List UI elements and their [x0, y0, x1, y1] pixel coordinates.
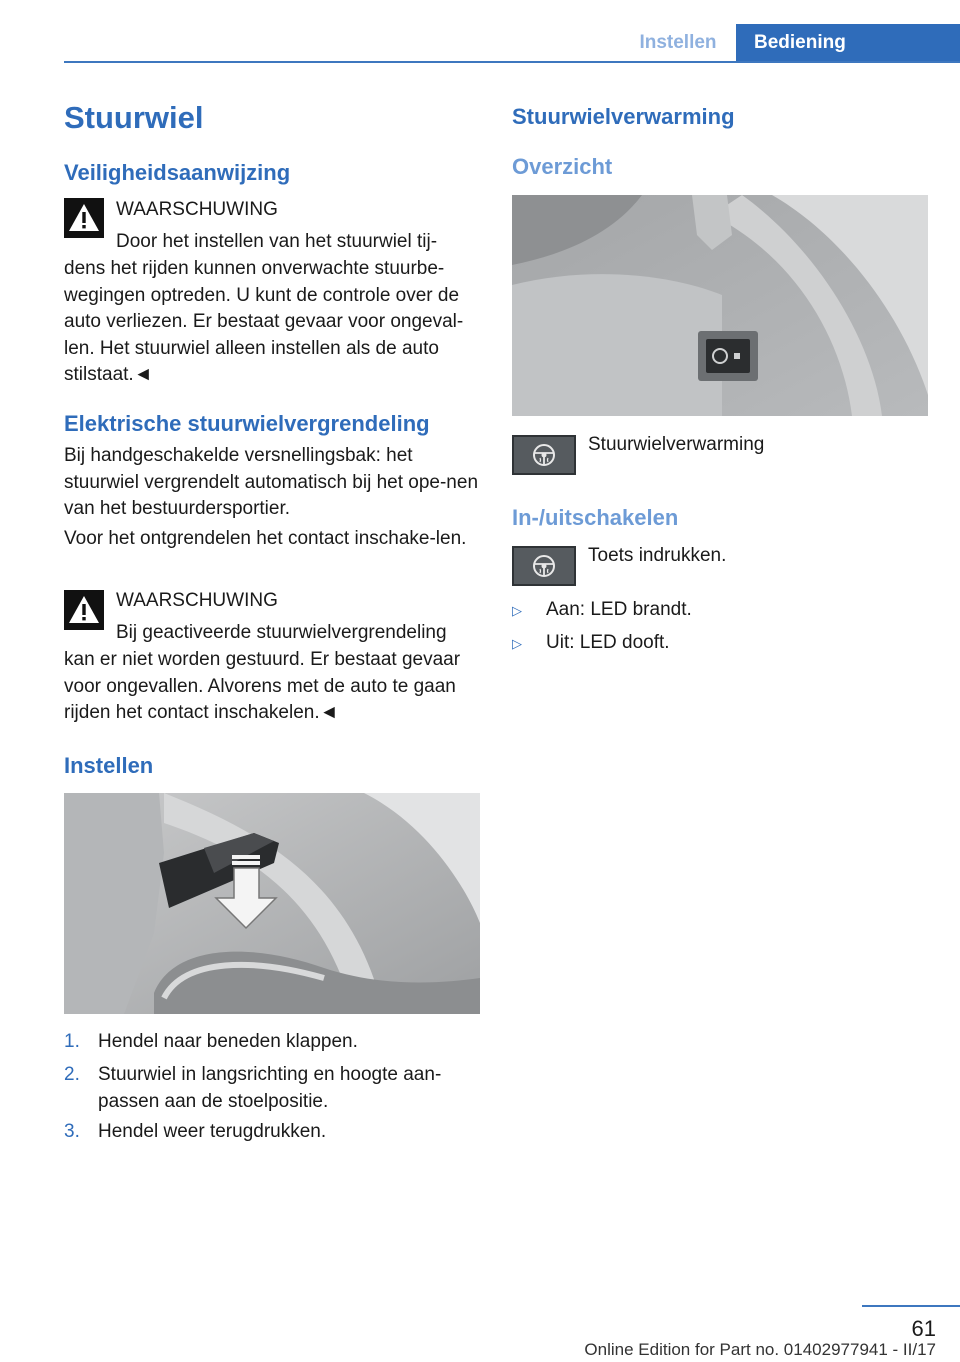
lock-paragraph-1: Bij handgeschakelde versnellingsbak: het stuurwiel vergrendelt automatisch bij het ope-nen van het bestuurdersportier.	[64, 445, 479, 519]
steering-heating-photo	[512, 195, 928, 416]
warning-triangle-icon	[64, 590, 104, 630]
step-text: Hendel naar beneden klappen.	[98, 1031, 358, 1052]
warning1-text: dens het rijden kunnen onverwachte stuurbe-wegingen optreden. U kunt de controle over de auto verliezen. Er bestaat gevaar voor ongeval-len. Het stuurwiel alleen instellen als de auto stilstaat.◄	[64, 258, 464, 385]
heading-switch: In-/uitschakelen	[512, 505, 679, 530]
header-rule	[64, 61, 960, 63]
warning1-label: WAARSCHUWING	[116, 199, 278, 220]
steering-lever-photo	[64, 793, 480, 1014]
step-3	[64, 1119, 482, 1146]
warning2-first-line: Bij geactiveerde stuurwielvergrendeling	[116, 622, 447, 643]
warning1-first-line: Door het instellen van het stuurwiel tij-	[116, 231, 438, 252]
heading-overview: Overzicht	[512, 154, 613, 179]
bullet-text: Aan: LED brandt.	[546, 599, 692, 620]
bullet-text: Uit: LED dooft.	[546, 632, 670, 653]
warning2-text: kan er niet worden gestuurd. Er bestaat gevaar voor ongevallen. Alvorens met de auto te gaan rijden het contact inschakelen.◄	[64, 649, 461, 723]
button-caption: Stuurwielverwarming	[588, 434, 765, 455]
bullet-on	[512, 597, 692, 625]
warning2-label: WAARSCHUWING	[116, 590, 278, 611]
heading-heating: Stuurwielverwarming	[512, 104, 735, 129]
bullet-off	[512, 630, 670, 658]
triangle-bullet-icon: ▷	[512, 603, 522, 618]
heading-adjust: Instellen	[64, 753, 154, 778]
page-number: 61	[911, 1316, 936, 1341]
step-text: Stuurwiel in langsrichting en hoogte aan-passen aan de stoelpositie.	[98, 1064, 442, 1112]
footer-rule	[862, 1305, 960, 1307]
header-tab-section: Instellen	[639, 32, 717, 53]
steering-heat-button-icon	[512, 546, 576, 586]
header-tab-chapter: Bediening	[736, 24, 960, 61]
footer-edition: Online Edition for Part no. 01402977941 - II/17	[584, 1340, 936, 1359]
step-text: Hendel weer terugdrukken.	[98, 1121, 327, 1142]
page-title-stuurwiel: Stuurwiel	[64, 100, 204, 135]
step-number: 2.	[64, 1064, 80, 1085]
warning-triangle-icon	[64, 198, 104, 238]
heading-lock: Elektrische stuurwielvergrendeling	[64, 411, 430, 436]
step-number: 3.	[64, 1121, 80, 1142]
triangle-bullet-icon: ▷	[512, 636, 522, 651]
heading-safety: Veiligheidsaanwijzing	[64, 160, 291, 185]
steering-heat-button-icon	[512, 435, 576, 475]
step-number: 1.	[64, 1031, 80, 1052]
step-1	[64, 1029, 482, 1056]
lock-paragraph-2: Voor het ontgrendelen het contact inschake-len.	[64, 528, 467, 549]
step-2	[64, 1062, 482, 1115]
switch-instruction: Toets indrukken.	[588, 545, 727, 566]
